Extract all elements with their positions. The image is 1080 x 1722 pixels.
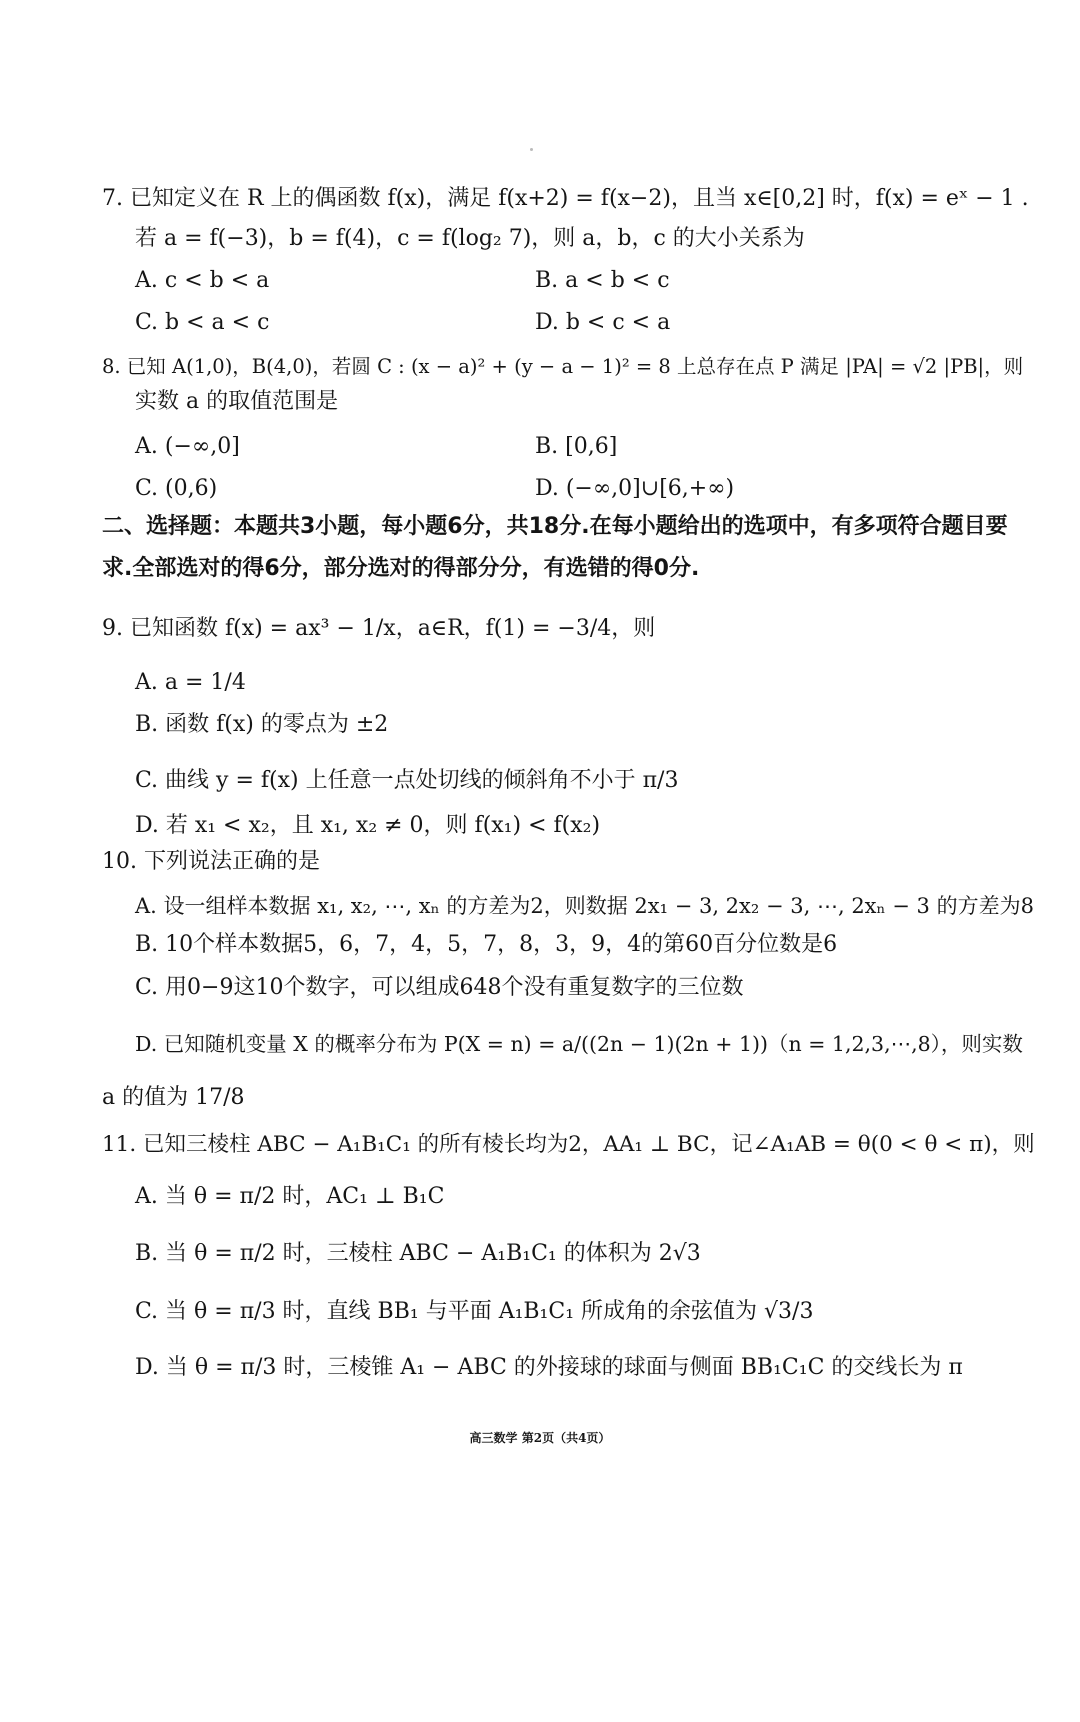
q10-option-d-line2: a 的值为 17/8 (102, 1085, 245, 1110)
q10-option-d-line1: D. 已知随机变量 X 的概率分布为 P(X = n) = a/((2n − 1)(2n + 1))（n = 1,2,3,⋯,8），则实数 (135, 1032, 1023, 1056)
q8-option-d: D. (−∞,0]∪[6,+∞) (535, 476, 735, 501)
q9-option-b: B. 函数 f(x) 的零点为 ±2 (135, 712, 389, 737)
q11-option-a: A. 当 θ = π/2 时，AC₁ ⊥ B₁C (135, 1184, 445, 1209)
q7-stem-line1: 7. 已知定义在 R 上的偶函数 f(x)，满足 f(x+2) = f(x−2)，且当 x∈[0,2] 时，f(x) = eˣ − 1 . (102, 186, 1029, 211)
q10-stem: 10. 下列说法正确的是 (102, 849, 320, 874)
q10-option-b: B. 10个样本数据5，6，7，4，5，7，8，3，9，4的第60百分位数是6 (135, 932, 838, 957)
q11-option-d: D. 当 θ = π/3 时，三棱锥 A₁ − ABC 的外接球的球面与侧面 BB₁C₁C 的交线长为 π (135, 1355, 963, 1380)
q8-stem-line1: 8. 已知 A(1,0)，B(4,0)，若圆 C : (x − a)² + (y − a − 1)² = 8 上总存在点 P 满足 |PA| = √2 |PB|，则 (102, 355, 1024, 378)
q9-option-a: A. a = 1/4 (135, 670, 246, 695)
q11-option-b: B. 当 θ = π/2 时，三棱柱 ABC − A₁B₁C₁ 的体积为 2√3 (135, 1241, 701, 1266)
section2-instructions-line1: 二、选择题：本题共3小题，每小题6分，共18分.在每小题给出的选项中，有多项符合题目要 (102, 514, 1008, 539)
q10-option-c: C. 用0−9这10个数字，可以组成648个没有重复数字的三位数 (135, 975, 744, 1000)
q11-option-c: C. 当 θ = π/3 时，直线 BB₁ 与平面 A₁B₁C₁ 所成角的余弦值为 √3/3 (135, 1299, 814, 1324)
q10-option-a: A. 设一组样本数据 x₁, x₂, ⋯, xₙ 的方差为2，则数据 2x₁ − 3, 2x₂ − 3, ⋯, 2xₙ − 3 的方差为8 (135, 894, 1034, 918)
q8-option-c: C. (0,6) (135, 476, 218, 501)
q9-option-d: D. 若 x₁ < x₂，且 x₁, x₂ ≠ 0，则 f(x₁) < f(x₂) (135, 813, 601, 838)
q7-option-b: B. a < b < c (535, 268, 670, 293)
q8-option-b: B. [0,6] (535, 434, 618, 459)
q8-stem-line2: 实数 a 的取值范围是 (135, 389, 339, 414)
section2-instructions-line2: 求.全部选对的得6分，部分选对的得部分分，有选错的得0分. (102, 556, 700, 581)
q8-option-a: A. (−∞,0] (135, 434, 240, 459)
q9-option-c: C. 曲线 y = f(x) 上任意一点处切线的倾斜角不小于 π/3 (135, 768, 679, 793)
q7-stem-line2: 若 a = f(−3)，b = f(4)，c = f(log₂ 7)，则 a，b，c 的大小关系为 (135, 226, 805, 251)
q11-stem: 11. 已知三棱柱 ABC − A₁B₁C₁ 的所有棱长均为2，AA₁ ⊥ BC，记∠A₁AB = θ(0 < θ < π)，则 (102, 1132, 1035, 1157)
q7-option-d: D. b < c < a (535, 310, 671, 335)
q9-stem: 9. 已知函数 f(x) = ax³ − 1/x，a∈R，f(1) = −3/4，则 (102, 616, 656, 641)
q7-option-c: C. b < a < c (135, 310, 270, 335)
page-footer: 高三数学 第2页（共4页） (469, 1431, 611, 1445)
scan-speck (530, 148, 533, 151)
q7-option-a: A. c < b < a (135, 268, 270, 293)
